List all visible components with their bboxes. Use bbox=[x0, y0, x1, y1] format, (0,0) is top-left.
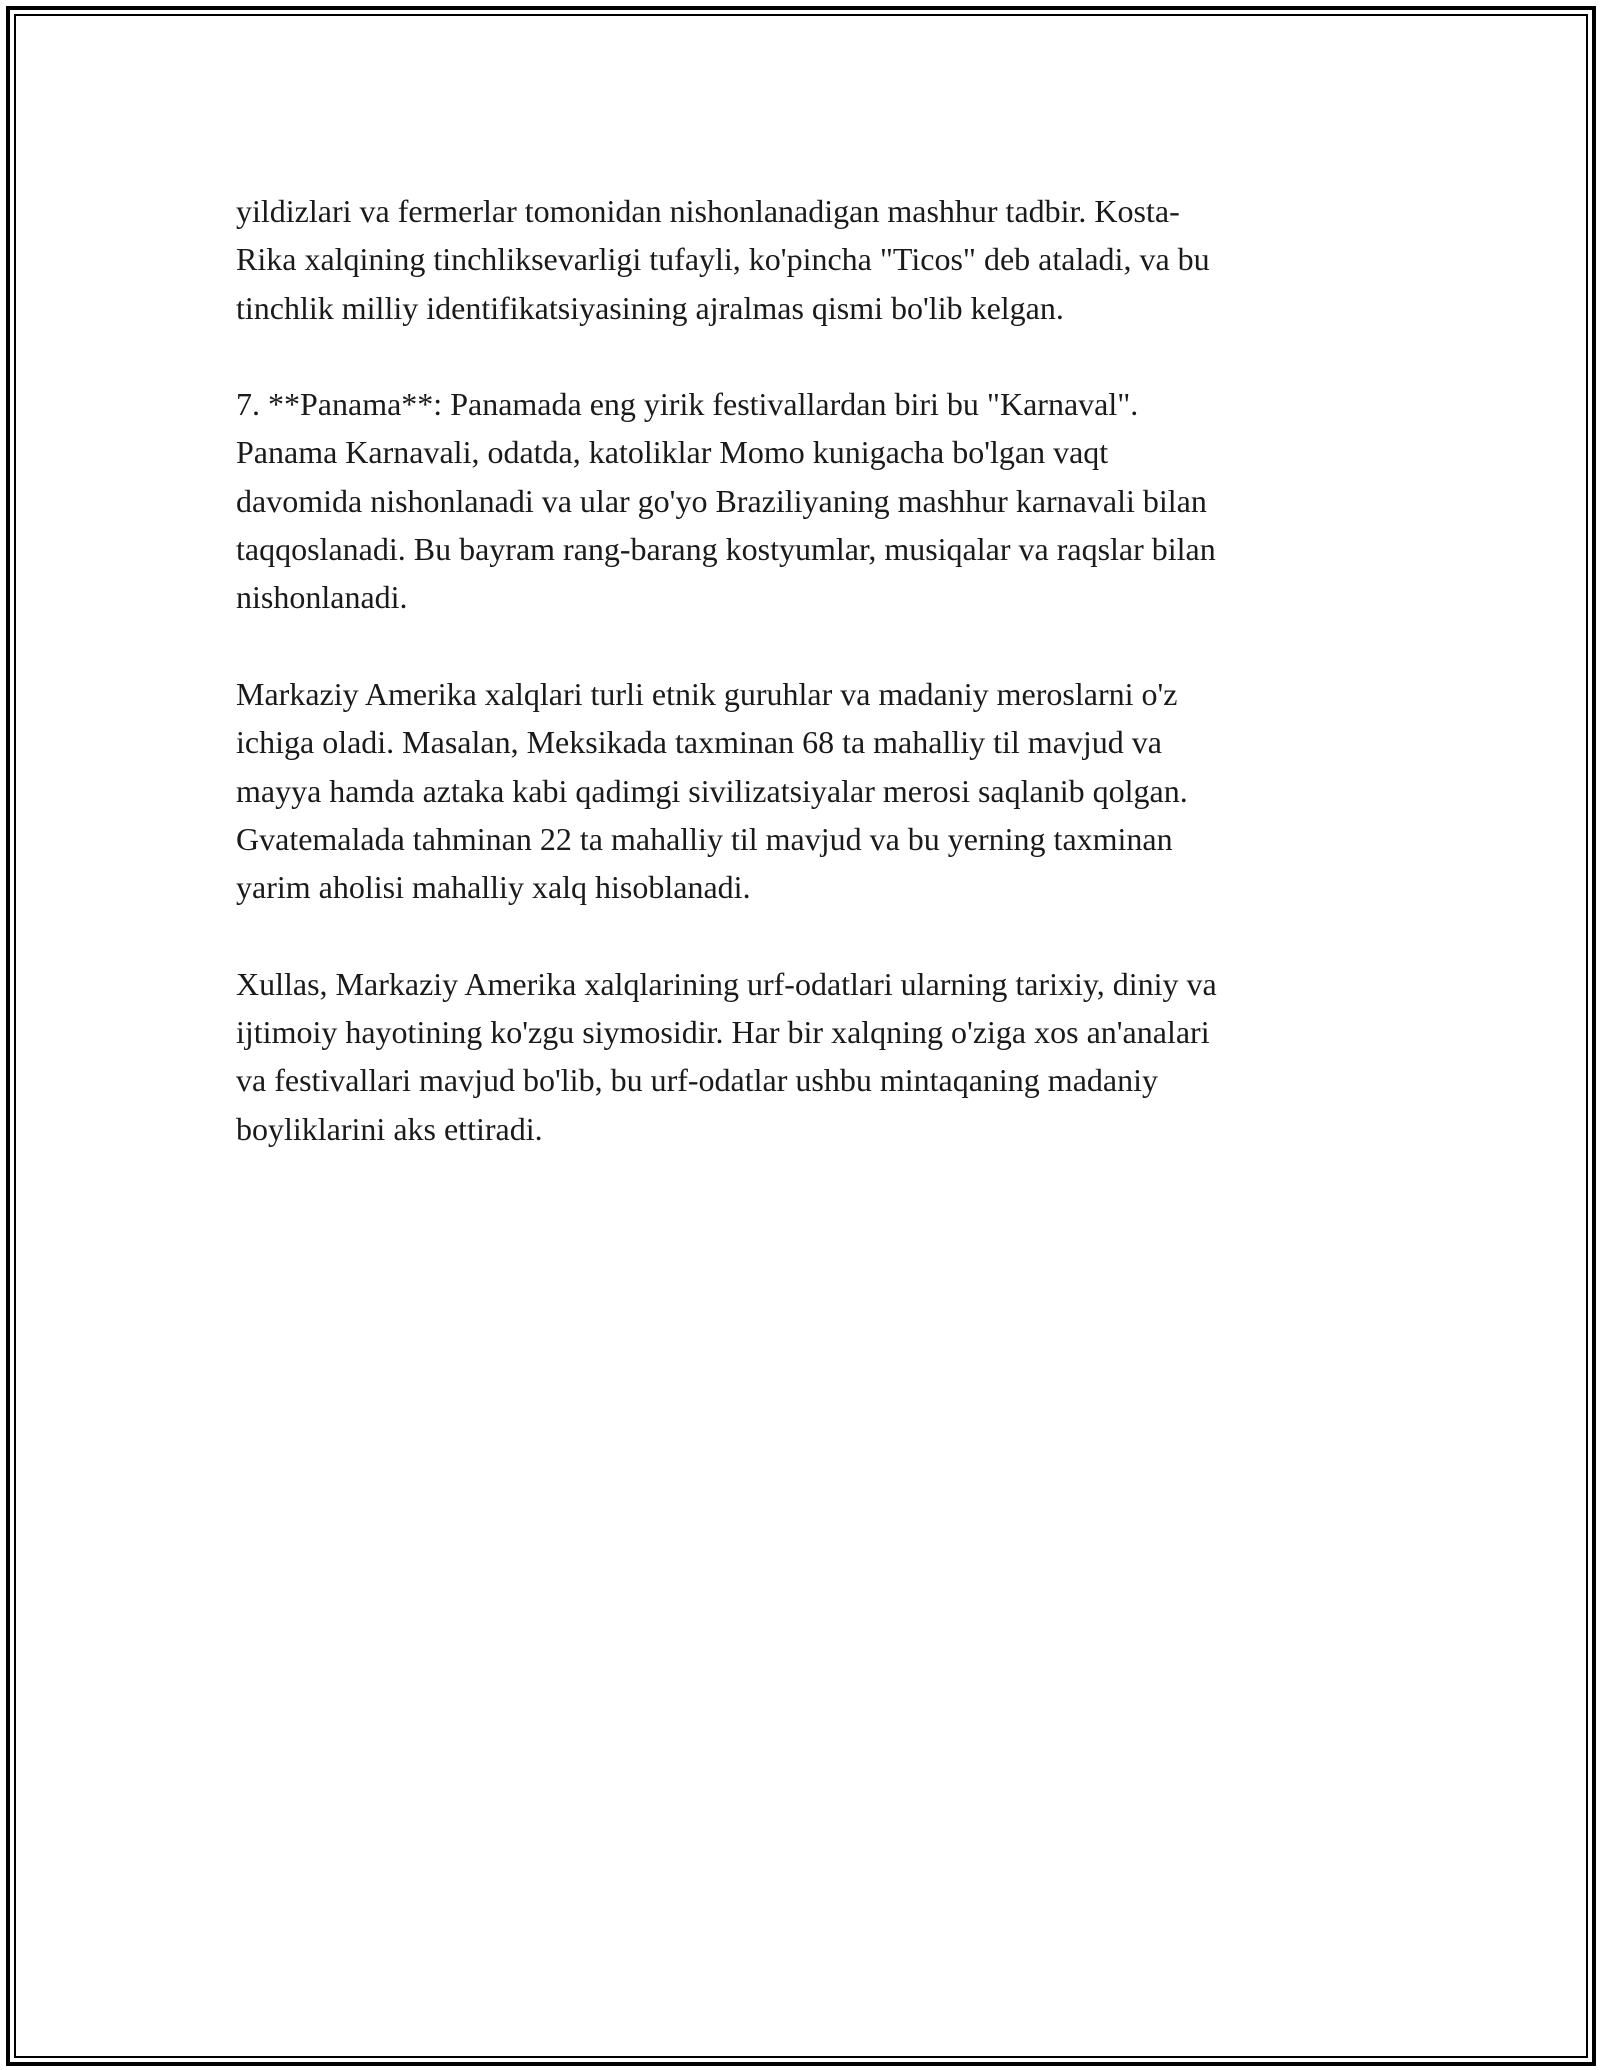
paragraph-conclusion: Xullas, Markaziy Amerika xalqlarining urf-odatlari ularning tarixiy, diniy va ijtimoiy hayotining ko'zgu siymosidir. Har bir xalqning o'ziga xos an'analari va festivallari mavjud bo'lib, bu urf-odatlar ushbu mintaqaning madaniy boyliklarini aks ettiradi. bbox=[236, 965, 1217, 1147]
paragraph-panama: 7. **Panama**: Panamada eng yirik festivallardan biri bu "Karnaval". Panama Karnavali, odatda, katoliklar Momo kunigacha bo'lgan vaqt davomida nishonlanadi va ular go'yo Braziliyaning mashhur karnavali bilan taqqoslanadi. Bu bayram rang-barang kostyumlar, musiqalar va raqslar bilan nishonlanadi. bbox=[236, 386, 1216, 616]
paragraph-costa-rica-continued: yildizlari va fermerlar tomonidan nishonlanadigan mashhur tadbir. Kosta- Rika xalqining tinchliksevarligi tufayli, ko'pincha "Ticos" deb ataladi, va bu tinchlik milliy identifikatsiyasining ajralmas qismi bo'lib kelgan. bbox=[236, 193, 1210, 326]
document-body bbox=[236, 187, 1366, 1153]
paragraph-ethnic-diversity: Markaziy Amerika xalqlari turli etnik guruhlar va madaniy meroslarni o'z ichiga oladi. Masalan, Meksikada taxminan 68 ta mahalliy til mavjud va mayya hamda aztaka kabi qadimgi sivilizatsiyalar merosi saqlanib qolgan. Gvatemalada tahminan 22 ta mahalliy til mavjud va bu yerning taxminan yarim aholisi mahalliy xalq hisoblanadi. bbox=[236, 675, 1188, 906]
